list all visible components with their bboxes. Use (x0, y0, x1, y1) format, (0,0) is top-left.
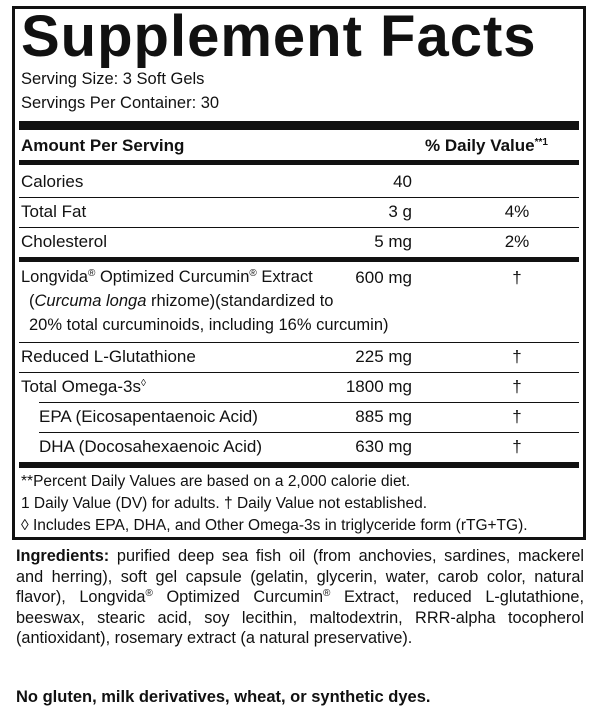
row-glutathione-name: Reduced L-Glutathione (21, 347, 196, 366)
row-calories-name: Calories (21, 172, 84, 191)
servings-per-container: Servings Per Container: 30 (21, 94, 220, 112)
row-cholesterol-amount: 5 mg (374, 232, 412, 251)
row-calories-amount: 40 (393, 172, 412, 191)
amount-per-serving-heading: Amount Per Serving (21, 136, 185, 155)
row-divider (19, 227, 579, 228)
footnote-dv-adults: 1 Daily Value (DV) for adults. † Daily Value not established. (21, 495, 428, 512)
row-omega-dv: † (512, 377, 522, 396)
daily-value-heading: % Daily Value$^{**1}$ (425, 136, 548, 155)
row-omega-name: Total Omega-3s◊ (21, 377, 146, 396)
row-curcumin-detail: (Curcuma longa rhizome)(standardized to (29, 292, 334, 310)
row-epa-amount: 885 mg (355, 407, 412, 426)
row-epa-name: EPA (Eicosapentaenoic Acid) (39, 407, 258, 426)
allergen-statement: No gluten, milk derivatives, wheat, or synthetic dyes. (16, 688, 431, 706)
row-glutathione-dv: † (512, 347, 522, 366)
row-curcumin-amount: 600 mg (355, 268, 412, 287)
row-epa-dv: † (512, 407, 522, 426)
row-omega-amount: 1800 mg (345, 377, 412, 396)
ingredients-paragraph: Ingredients: purified deep sea fish oil (from anchovies, sardines, mackerel and herring), soft gel capsule (gelatin, glycerin, water, carob color, natural flavor), Longvida® Optimized Curcumin® Extract, reduced L-glutathione, beeswax, stearic acid, soy lecithin, maltodextrin, RRR-alpha tocopherol (antioxidant), rosemary extract (a natural preservative). (16, 547, 584, 647)
row-total-fat-name: Total Fat (21, 202, 87, 221)
medium-divider (19, 462, 579, 468)
row-divider (19, 342, 579, 343)
row-divider (19, 197, 579, 198)
row-total-fat-dv: 4% (504, 202, 530, 221)
row-curcumin-name: Longvida® Optimized Curcumin® Extract (21, 268, 313, 286)
row-divider (39, 402, 579, 403)
serving-size: Serving Size: 3 Soft Gels (21, 70, 205, 88)
panel-title: Supplement Facts (21, 4, 537, 69)
ingredients-label: Ingredients: (16, 547, 110, 565)
medium-divider (19, 257, 579, 262)
row-dha-dv: † (512, 437, 522, 456)
row-curcumin-dv: † (512, 268, 522, 287)
supplement-facts-panel (12, 6, 586, 540)
row-divider (19, 372, 579, 373)
row-total-fat-amount: 3 g (388, 202, 412, 221)
row-cholesterol-dv: 2% (504, 232, 530, 251)
footnote-omega: ◊ Includes EPA, DHA, and Other Omega-3s in triglyceride form (rTG+TG). (21, 517, 528, 534)
row-divider (39, 432, 579, 433)
row-dha-name: DHA (Docosahexaenoic Acid) (39, 437, 263, 456)
footnote-daily-values: **Percent Daily Values are based on a 2,000 calorie diet. (21, 473, 411, 490)
medium-divider (19, 160, 579, 165)
row-curcumin-detail-2: 20% total curcuminoids, including 16% curcumin) (29, 316, 389, 334)
row-cholesterol-name: Cholesterol (21, 232, 107, 251)
row-dha-amount: 630 mg (355, 437, 412, 456)
row-glutathione-amount: 225 mg (355, 347, 412, 366)
thick-divider (19, 121, 579, 130)
